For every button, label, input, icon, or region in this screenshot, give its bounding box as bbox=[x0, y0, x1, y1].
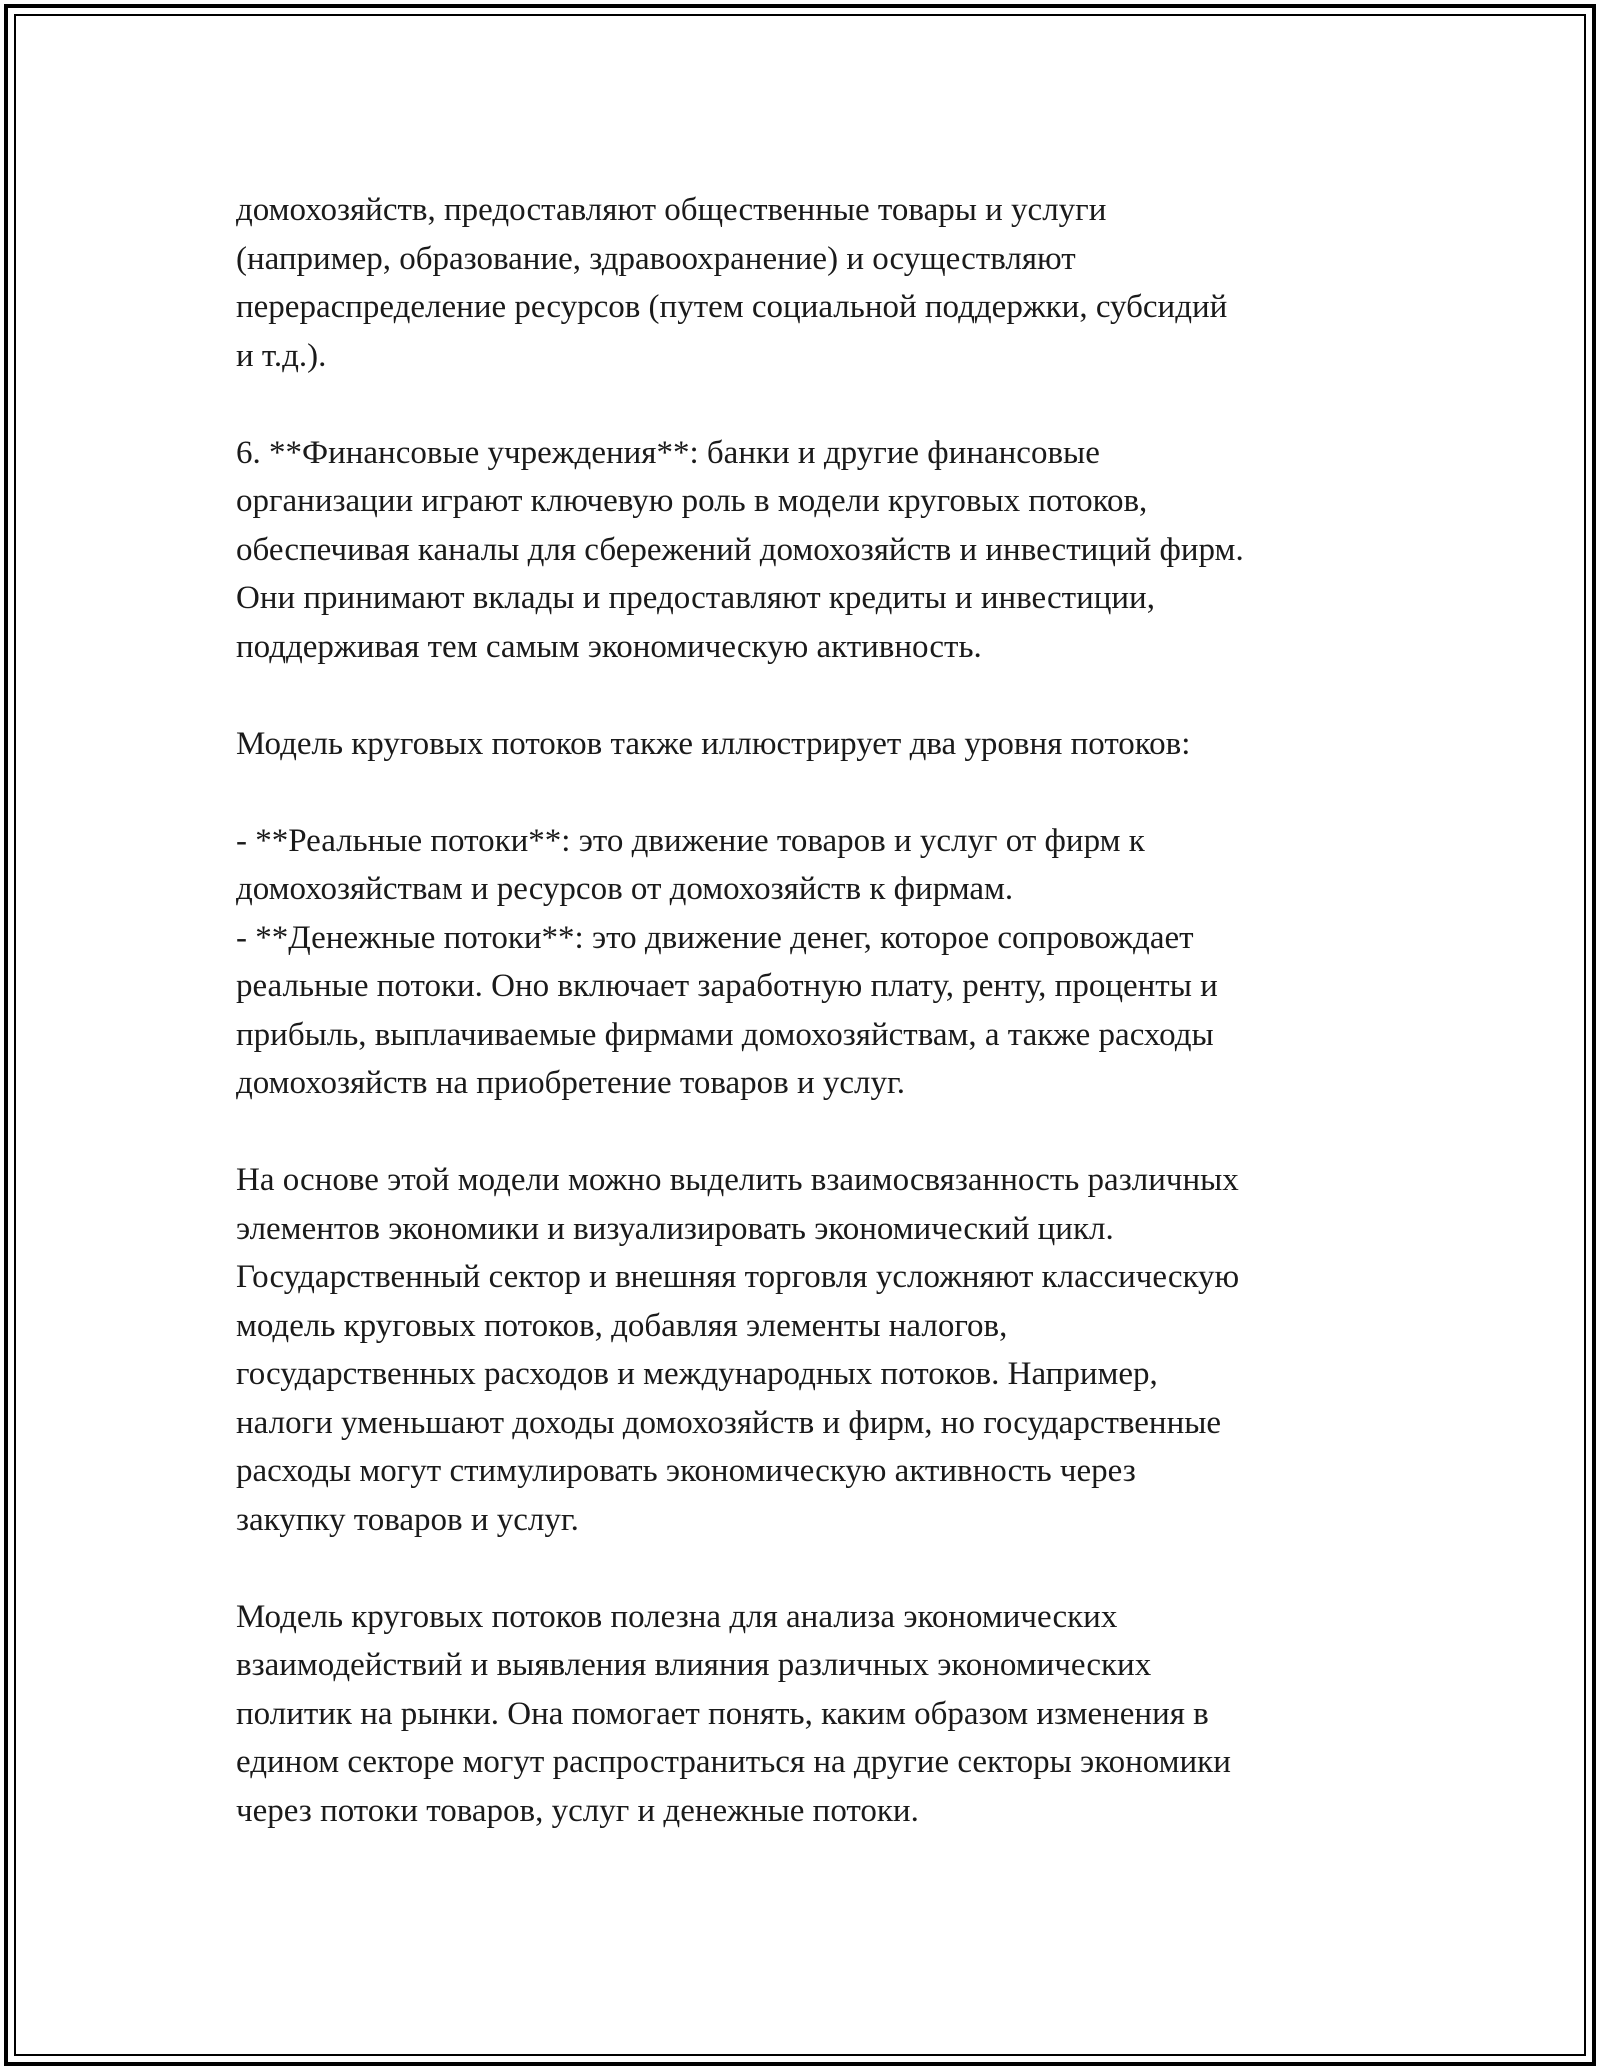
text-line: налоги уменьшают доходы домохозяйств и фирм, но государственные bbox=[236, 1404, 1222, 1441]
text-line: государственных расходов и международных потоков. Например, bbox=[236, 1356, 1158, 1392]
text-line: домохозяйств на приобретение товаров и услуг. bbox=[236, 1065, 906, 1101]
paragraph bbox=[236, 1593, 1386, 1836]
text-line: через потоки товаров, услуг и денежные потоки. bbox=[236, 1792, 919, 1829]
text-line: На основе этой модели можно выделить взаимосвязанность различных bbox=[236, 1162, 1239, 1198]
document-body bbox=[236, 186, 1386, 1835]
text-line: реальные потоки. Оно включает заработную плату, ренту, проценты и bbox=[236, 968, 1218, 1004]
paragraph bbox=[236, 186, 1386, 380]
text-line: Модель круговых потоков также иллюстрирует два уровня потоков: bbox=[236, 725, 1191, 762]
text-line: расходы могут стимулировать экономическую активность через bbox=[236, 1453, 1136, 1489]
text-line: организации играют ключевую роль в модели круговых потоков, bbox=[236, 483, 1148, 519]
text-line: (например, образование, здравоохранение) и осуществляют bbox=[236, 240, 1076, 277]
text-line: едином секторе могут распространиться на другие секторы экономики bbox=[236, 1744, 1231, 1780]
text-line: модель круговых потоков, добавляя элементы налогов, bbox=[236, 1307, 1008, 1344]
text-line: элементов экономики и визуализировать экономический цикл. bbox=[236, 1210, 1114, 1247]
text-line: поддерживая тем самым экономическую активность. bbox=[236, 628, 982, 665]
paragraph bbox=[236, 817, 1386, 1108]
paragraph-spacer bbox=[236, 671, 1386, 720]
text-line: прибыль, выплачиваемые фирмами домохозяйствам, а также расходы bbox=[236, 1016, 1214, 1053]
paragraph bbox=[236, 1156, 1386, 1544]
paragraph-spacer bbox=[236, 1108, 1386, 1157]
text-line: обеспечивая каналы для сбережений домохозяйств и инвестиций фирм. bbox=[236, 531, 1244, 568]
text-line: Они принимают вклады и предоставляют кредиты и инвестиции, bbox=[236, 580, 1155, 616]
paragraph bbox=[236, 429, 1386, 672]
paragraph-spacer bbox=[236, 380, 1386, 429]
text-line: Модель круговых потоков полезна для анализа экономических bbox=[236, 1598, 1118, 1635]
text-line: - **Денежные потоки**: это движение денег, которое сопровождает bbox=[236, 919, 1194, 956]
text-line: закупку товаров и услуг. bbox=[236, 1501, 579, 1538]
text-line: политик на рынки. Она помогает понять, каким образом изменения в bbox=[236, 1695, 1209, 1732]
text-line: - **Реальные потоки**: это движение товаров и услуг от фирм к bbox=[236, 822, 1145, 859]
text-line: домохозяйств, предоставляют общественные товары и услуги bbox=[236, 192, 1107, 228]
text-line: взаимодействий и выявления влияния различных экономических bbox=[236, 1647, 1152, 1683]
paragraph bbox=[236, 720, 1386, 769]
text-line: и т.д.). bbox=[236, 337, 327, 374]
text-line: домохозяйствам и ресурсов от домохозяйств к фирмам. bbox=[236, 871, 1014, 907]
paragraph-spacer bbox=[236, 1544, 1386, 1593]
paragraph-spacer bbox=[236, 768, 1386, 817]
text-line: перераспределение ресурсов (путем социальной поддержки, субсидий bbox=[236, 289, 1228, 325]
text-line: 6. **Финансовые учреждения**: банки и другие финансовые bbox=[236, 434, 1100, 471]
text-line: Государственный сектор и внешняя торговля усложняют классическую bbox=[236, 1259, 1240, 1295]
